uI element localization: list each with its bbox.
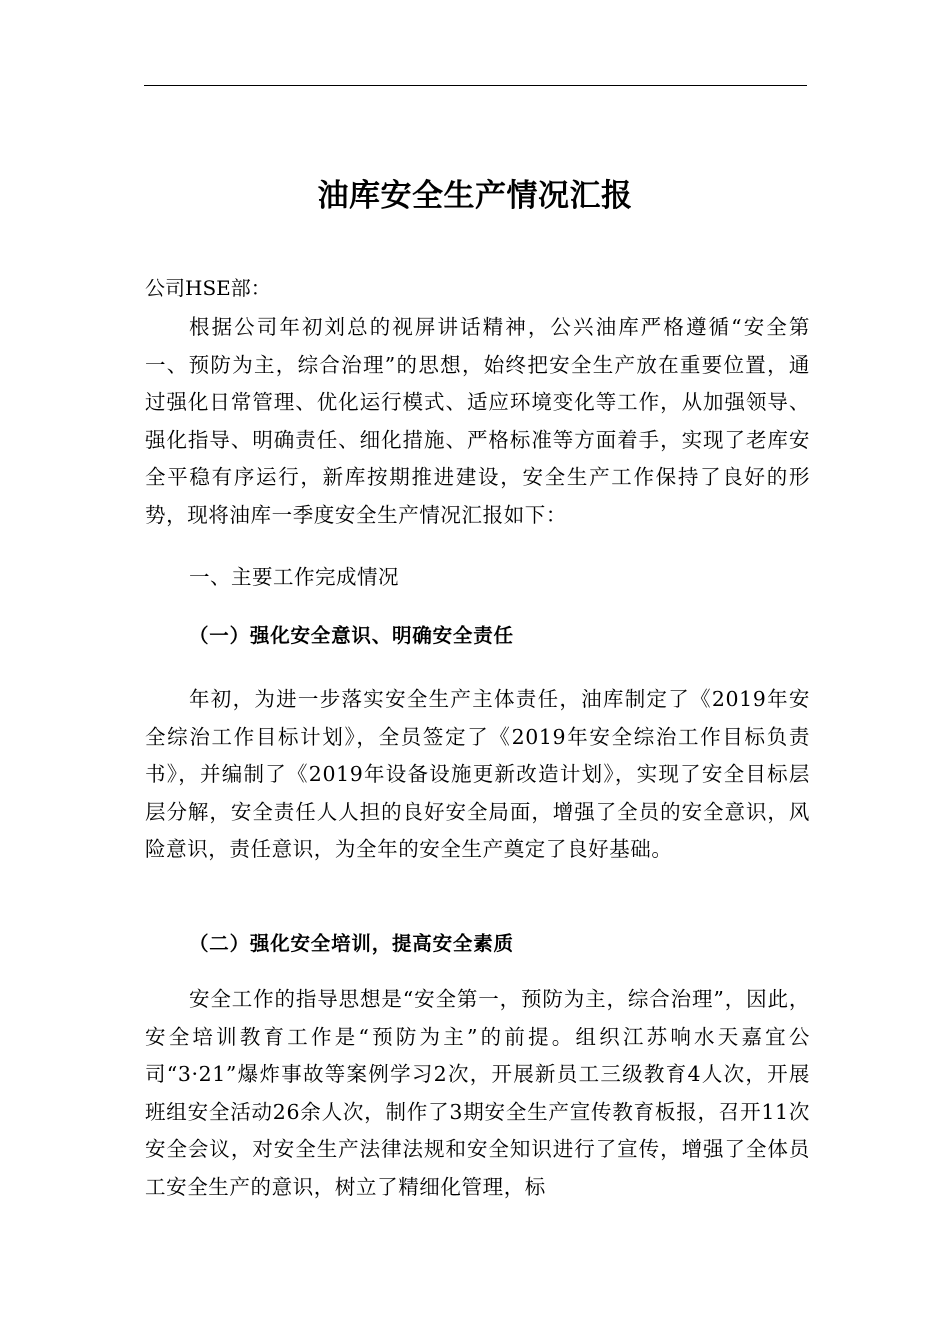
subsection-paragraph-1: 年初，为进一步落实安全生产主体责任，油库制定了《2019年安全综治工作目标计划》，全员签定了《2019年安全综治工作目标负责书》，并编制了《2019年设备设施更新改造计划》，实现了安全目标层层分解，安全责任人人担的良好安全局面，增强了全员的安全意识，风险意识，责任意识，为全年的安全生产奠定了良好基础。 (145, 687, 810, 861)
subsection-paragraph-2: 安全工作的指导思想是“安全第一，预防为主，综合治理”，因此，安全培训教育工作是“预防为主”的前提。组织江苏响水天嘉宜公司“3·21”爆炸事故等案例学习2次，开展新员工三级教育4人次，开展班组安全活动26余人次，制作了3期安全生产宣传教育板报，召开11次安全会议，对安全生产法律法规和安全知识进行了宣传，增强了全体员工安全生产的意识，树立了精细化管理，标 (145, 987, 810, 1199)
header-rule (144, 85, 807, 86)
subsection-heading-2: （二）强化安全培训，提高安全素质 (189, 932, 514, 955)
intro-paragraph: 根据公司年初刘总的视屏讲话精神，公兴油库严格遵循“安全第一、预防为主，综合治理”的思想，始终把安全生产放在重要位置，通过强化日常管理、优化运行模式、适应环境变化等工作，从加强领导、强化指导、明确责任、细化措施、严格标准等方面着手，实现了老库安全平稳有序运行，新库按期推进建设，安全生产工作保持了良好的形势，现将油库一季度安全生产情况汇报如下： (145, 315, 810, 527)
section-heading: 一、主要工作完成情况 (189, 565, 399, 589)
subsection-heading-1: （一）强化安全意识、明确安全责任 (189, 624, 514, 647)
document-title: 油库安全生产情况汇报 (317, 178, 633, 214)
salutation: 公司HSE部： (145, 276, 271, 300)
